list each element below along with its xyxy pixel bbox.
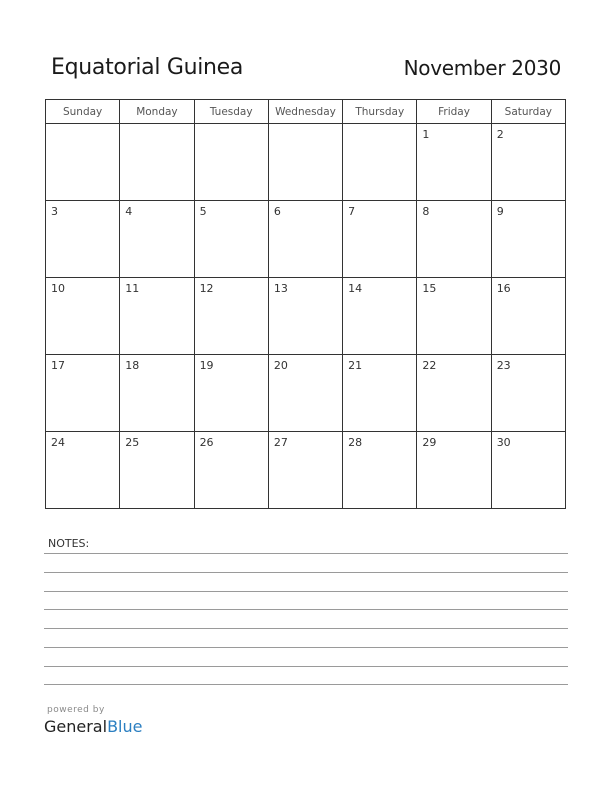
day-number: [343, 124, 416, 128]
day-number: 25: [125, 436, 140, 449]
day-cell: [491, 201, 565, 278]
empty-day-cell: [46, 124, 120, 201]
weekday-wednesday: Wednesday: [268, 100, 342, 124]
day-cell: [417, 124, 491, 201]
weekday-header-row: [46, 100, 566, 124]
day-number: 27: [273, 436, 288, 449]
day-cell: [194, 355, 268, 432]
day-cell: [194, 278, 268, 355]
weekday-sunday: Sunday: [46, 100, 120, 124]
day-cell: [268, 355, 342, 432]
day-number: 24: [51, 436, 65, 449]
day-cell: [120, 355, 194, 432]
day-number: 23: [496, 359, 511, 372]
day-cell: [491, 355, 565, 432]
weekday-thursday: Thursday: [343, 100, 417, 124]
day-number: 6: [273, 205, 281, 218]
day-cell: [120, 201, 194, 278]
notes-label: NOTES:: [48, 537, 90, 550]
calendar-month-year: November 2030: [403, 56, 561, 80]
day-cell: [417, 355, 491, 432]
day-cell: [194, 432, 268, 509]
day-cell: [417, 432, 491, 509]
empty-day-cell: [194, 124, 268, 201]
weekday-friday: Friday: [417, 100, 491, 124]
week-row: [46, 355, 566, 432]
day-number: 22: [422, 359, 437, 372]
calendar-grid: [45, 99, 566, 509]
day-cell: [343, 278, 417, 355]
note-line: [44, 628, 568, 629]
day-number: 19: [199, 359, 214, 372]
day-cell: [417, 201, 491, 278]
day-number: [120, 124, 193, 128]
day-cell: [343, 201, 417, 278]
day-number: 9: [496, 205, 504, 218]
empty-day-cell: [343, 124, 417, 201]
day-cell: [491, 124, 565, 201]
powered-by-text: powered by: [47, 705, 105, 715]
day-cell: [268, 278, 342, 355]
day-cell: [491, 278, 565, 355]
day-number: 5: [199, 205, 207, 218]
day-number: 10: [51, 282, 65, 295]
note-line: [44, 609, 568, 610]
day-number: 29: [422, 436, 437, 449]
generalblue-logo[interactable]: [44, 717, 142, 736]
note-line: [44, 553, 568, 554]
day-number: 8: [422, 205, 430, 218]
day-cell: [417, 278, 491, 355]
day-number: 15: [422, 282, 437, 295]
brand-blue: Blue: [107, 717, 143, 736]
day-number: 12: [199, 282, 214, 295]
week-row: [46, 201, 566, 278]
day-number: 26: [199, 436, 214, 449]
note-line: [44, 647, 568, 648]
note-line: [44, 684, 568, 685]
day-number: 1: [422, 128, 430, 141]
day-number: 17: [51, 359, 65, 372]
brand-general: General: [44, 717, 108, 736]
week-row: [46, 432, 566, 509]
day-cell: [120, 432, 194, 509]
note-line: [44, 572, 568, 573]
day-cell: [268, 432, 342, 509]
day-cell: [46, 355, 120, 432]
weekday-saturday: Saturday: [491, 100, 565, 124]
day-number: 2: [496, 128, 504, 141]
weekday-tuesday: Tuesday: [194, 100, 268, 124]
day-number: 16: [496, 282, 511, 295]
day-number: [46, 124, 119, 128]
day-number: 20: [273, 359, 288, 372]
day-cell: [194, 201, 268, 278]
day-cell: [343, 355, 417, 432]
week-row: [46, 124, 566, 201]
day-cell: [46, 201, 120, 278]
note-line: [44, 591, 568, 592]
day-number: 21: [348, 359, 363, 372]
weekday-monday: Monday: [120, 100, 194, 124]
day-number: 18: [125, 359, 140, 372]
day-number: 3: [51, 205, 58, 218]
day-number: 14: [348, 282, 363, 295]
day-cell: [120, 278, 194, 355]
day-number: 30: [496, 436, 511, 449]
day-cell: [46, 432, 120, 509]
day-number: [269, 124, 342, 128]
note-line: [44, 666, 568, 667]
empty-day-cell: [268, 124, 342, 201]
day-number: 28: [348, 436, 363, 449]
day-cell: [268, 201, 342, 278]
day-cell: [46, 278, 120, 355]
empty-day-cell: [120, 124, 194, 201]
day-number: [195, 124, 268, 128]
calendar-country-title: Equatorial Guinea: [51, 55, 244, 80]
day-number: 7: [348, 205, 356, 218]
day-cell: [491, 432, 565, 509]
day-cell: [343, 432, 417, 509]
day-number: 13: [273, 282, 288, 295]
day-number: 4: [125, 205, 133, 218]
week-row: [46, 278, 566, 355]
day-number: 11: [125, 282, 140, 295]
